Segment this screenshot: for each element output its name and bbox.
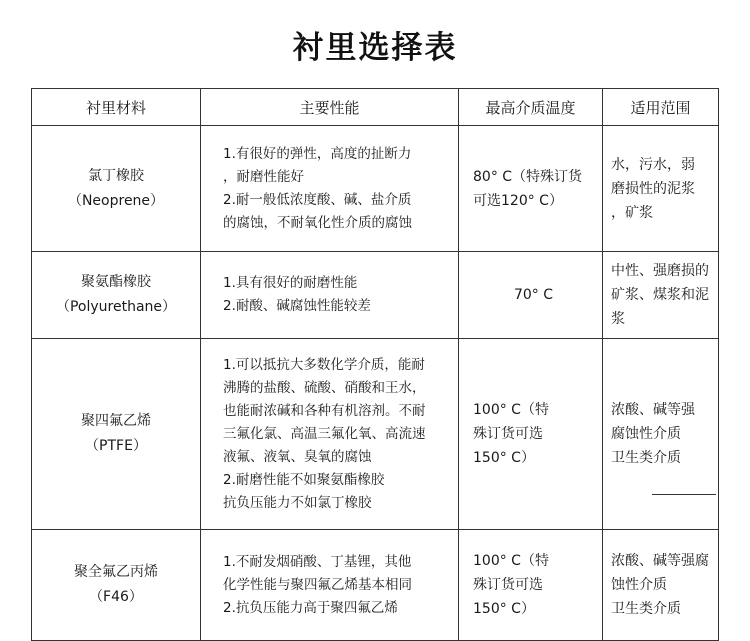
temperature-cell: [459, 252, 603, 339]
performance-line: 1.可以抵抗大多数化学介质，能耐: [223, 356, 425, 373]
performance-line: 也能耐浓碱和各种有机溶剂。不耐: [223, 402, 426, 419]
page-title: 衬里选择表: [292, 30, 458, 66]
temperature-cell: [459, 339, 603, 530]
scope-cell: [603, 339, 719, 530]
performance-line: 2.耐磨性能不如聚氨酯橡胶: [223, 471, 385, 488]
temperature-line: 可选120° C）: [473, 192, 563, 209]
lining-selection-table: [31, 88, 719, 641]
scope-line: 卫生类介质: [611, 450, 681, 466]
performance-line: 1.具有很好的耐磨性能: [223, 275, 358, 291]
temperature-cell: [459, 126, 603, 252]
temperature-line: 殊订货可选: [473, 426, 543, 442]
scope-line: 浓酸、碱等强: [611, 402, 695, 418]
scope-line: ，矿浆: [611, 204, 653, 221]
material-cell: [32, 126, 201, 252]
material-cell: [32, 530, 201, 641]
scope-line: 水，污水，弱: [611, 156, 695, 173]
performance-line: 1.不耐发烟硝酸、丁基锂，其他: [223, 553, 412, 570]
performance-cell: [201, 252, 459, 339]
temperature-line: 100° C（特: [473, 402, 549, 418]
table-row: [32, 252, 719, 339]
material-name: 聚全氟乙丙烯: [74, 564, 158, 580]
performance-cell: [201, 339, 459, 530]
header-main-performance: 主要性能: [201, 89, 459, 126]
table-row: [32, 339, 719, 530]
material-cell: [32, 252, 201, 339]
material-name: 聚氨酯橡胶: [81, 274, 151, 290]
material-english-name: （Neoprene）: [67, 192, 165, 209]
table-row: [32, 126, 719, 252]
scope-line: 蚀性介质: [611, 577, 667, 593]
scope-cell: [603, 126, 719, 252]
performance-line: 沸腾的盐酸、硫酸、硝酸和王水，: [223, 379, 426, 396]
performance-cell: [201, 126, 459, 252]
scope-line: 中性、强磨损的: [611, 263, 709, 279]
scope-line: 卫生类介质: [611, 601, 681, 617]
temperature-line: 80° C（特殊订货: [473, 168, 583, 185]
table-row: [32, 530, 719, 641]
header-max-medium-temperature: 最高介质温度: [459, 89, 603, 126]
material-cell: [32, 339, 201, 530]
performance-cell: [201, 530, 459, 641]
material-name: 聚四氟乙烯: [81, 413, 151, 429]
material-name: 氯丁橡胶: [88, 167, 144, 184]
temperature-line: 150° C）: [473, 601, 535, 617]
scope-cell: [603, 530, 719, 641]
material-english-name: （PTFE）: [85, 438, 147, 454]
temperature-line: 殊订货可选: [473, 577, 543, 593]
performance-line: 化学性能与聚四氟乙烯基本相同: [223, 576, 412, 593]
performance-line: 1.有很好的弹性，高度的扯断力: [223, 145, 412, 162]
material-english-name: （F46）: [89, 589, 143, 605]
header-application-scope: 适用范围: [603, 89, 719, 126]
scope-line: 浆: [611, 311, 625, 327]
table-header-row: [32, 89, 719, 126]
scope-cell: [603, 252, 719, 339]
divider-line: [652, 494, 716, 495]
scope-line: 腐蚀性介质: [611, 426, 681, 442]
temperature-cell: [459, 530, 603, 641]
scope-line: 磨损性的泥浆: [611, 180, 695, 197]
performance-line: 抗负压能力不如氯丁橡胶: [223, 494, 372, 511]
performance-line: 液氟、液氧、臭氧的腐蚀: [223, 448, 372, 465]
performance-line: 三氟化氯、高温三氟化氧、高流速: [223, 425, 426, 442]
temperature-line: 150° C）: [473, 450, 535, 466]
temperature-line: 70° C: [513, 287, 554, 303]
material-english-name: （Polyurethane）: [55, 299, 177, 315]
performance-line: 的腐蚀，不耐氧化性介质的腐蚀: [223, 214, 412, 231]
performance-line: ，耐磨性能好: [223, 168, 304, 185]
scope-line: 矿浆、煤浆和泥: [611, 287, 709, 303]
header-lining-material: 衬里材料: [32, 89, 201, 126]
performance-line: 2.耐一般低浓度酸、碱、盐介质: [223, 191, 412, 208]
scope-line: 浓酸、碱等强腐: [611, 553, 709, 569]
performance-line: 2.抗负压能力高于聚四氟乙烯: [223, 599, 398, 616]
performance-line: 2.耐酸、碱腐蚀性能较差: [223, 298, 371, 314]
temperature-line: 100° C（特: [473, 553, 549, 569]
